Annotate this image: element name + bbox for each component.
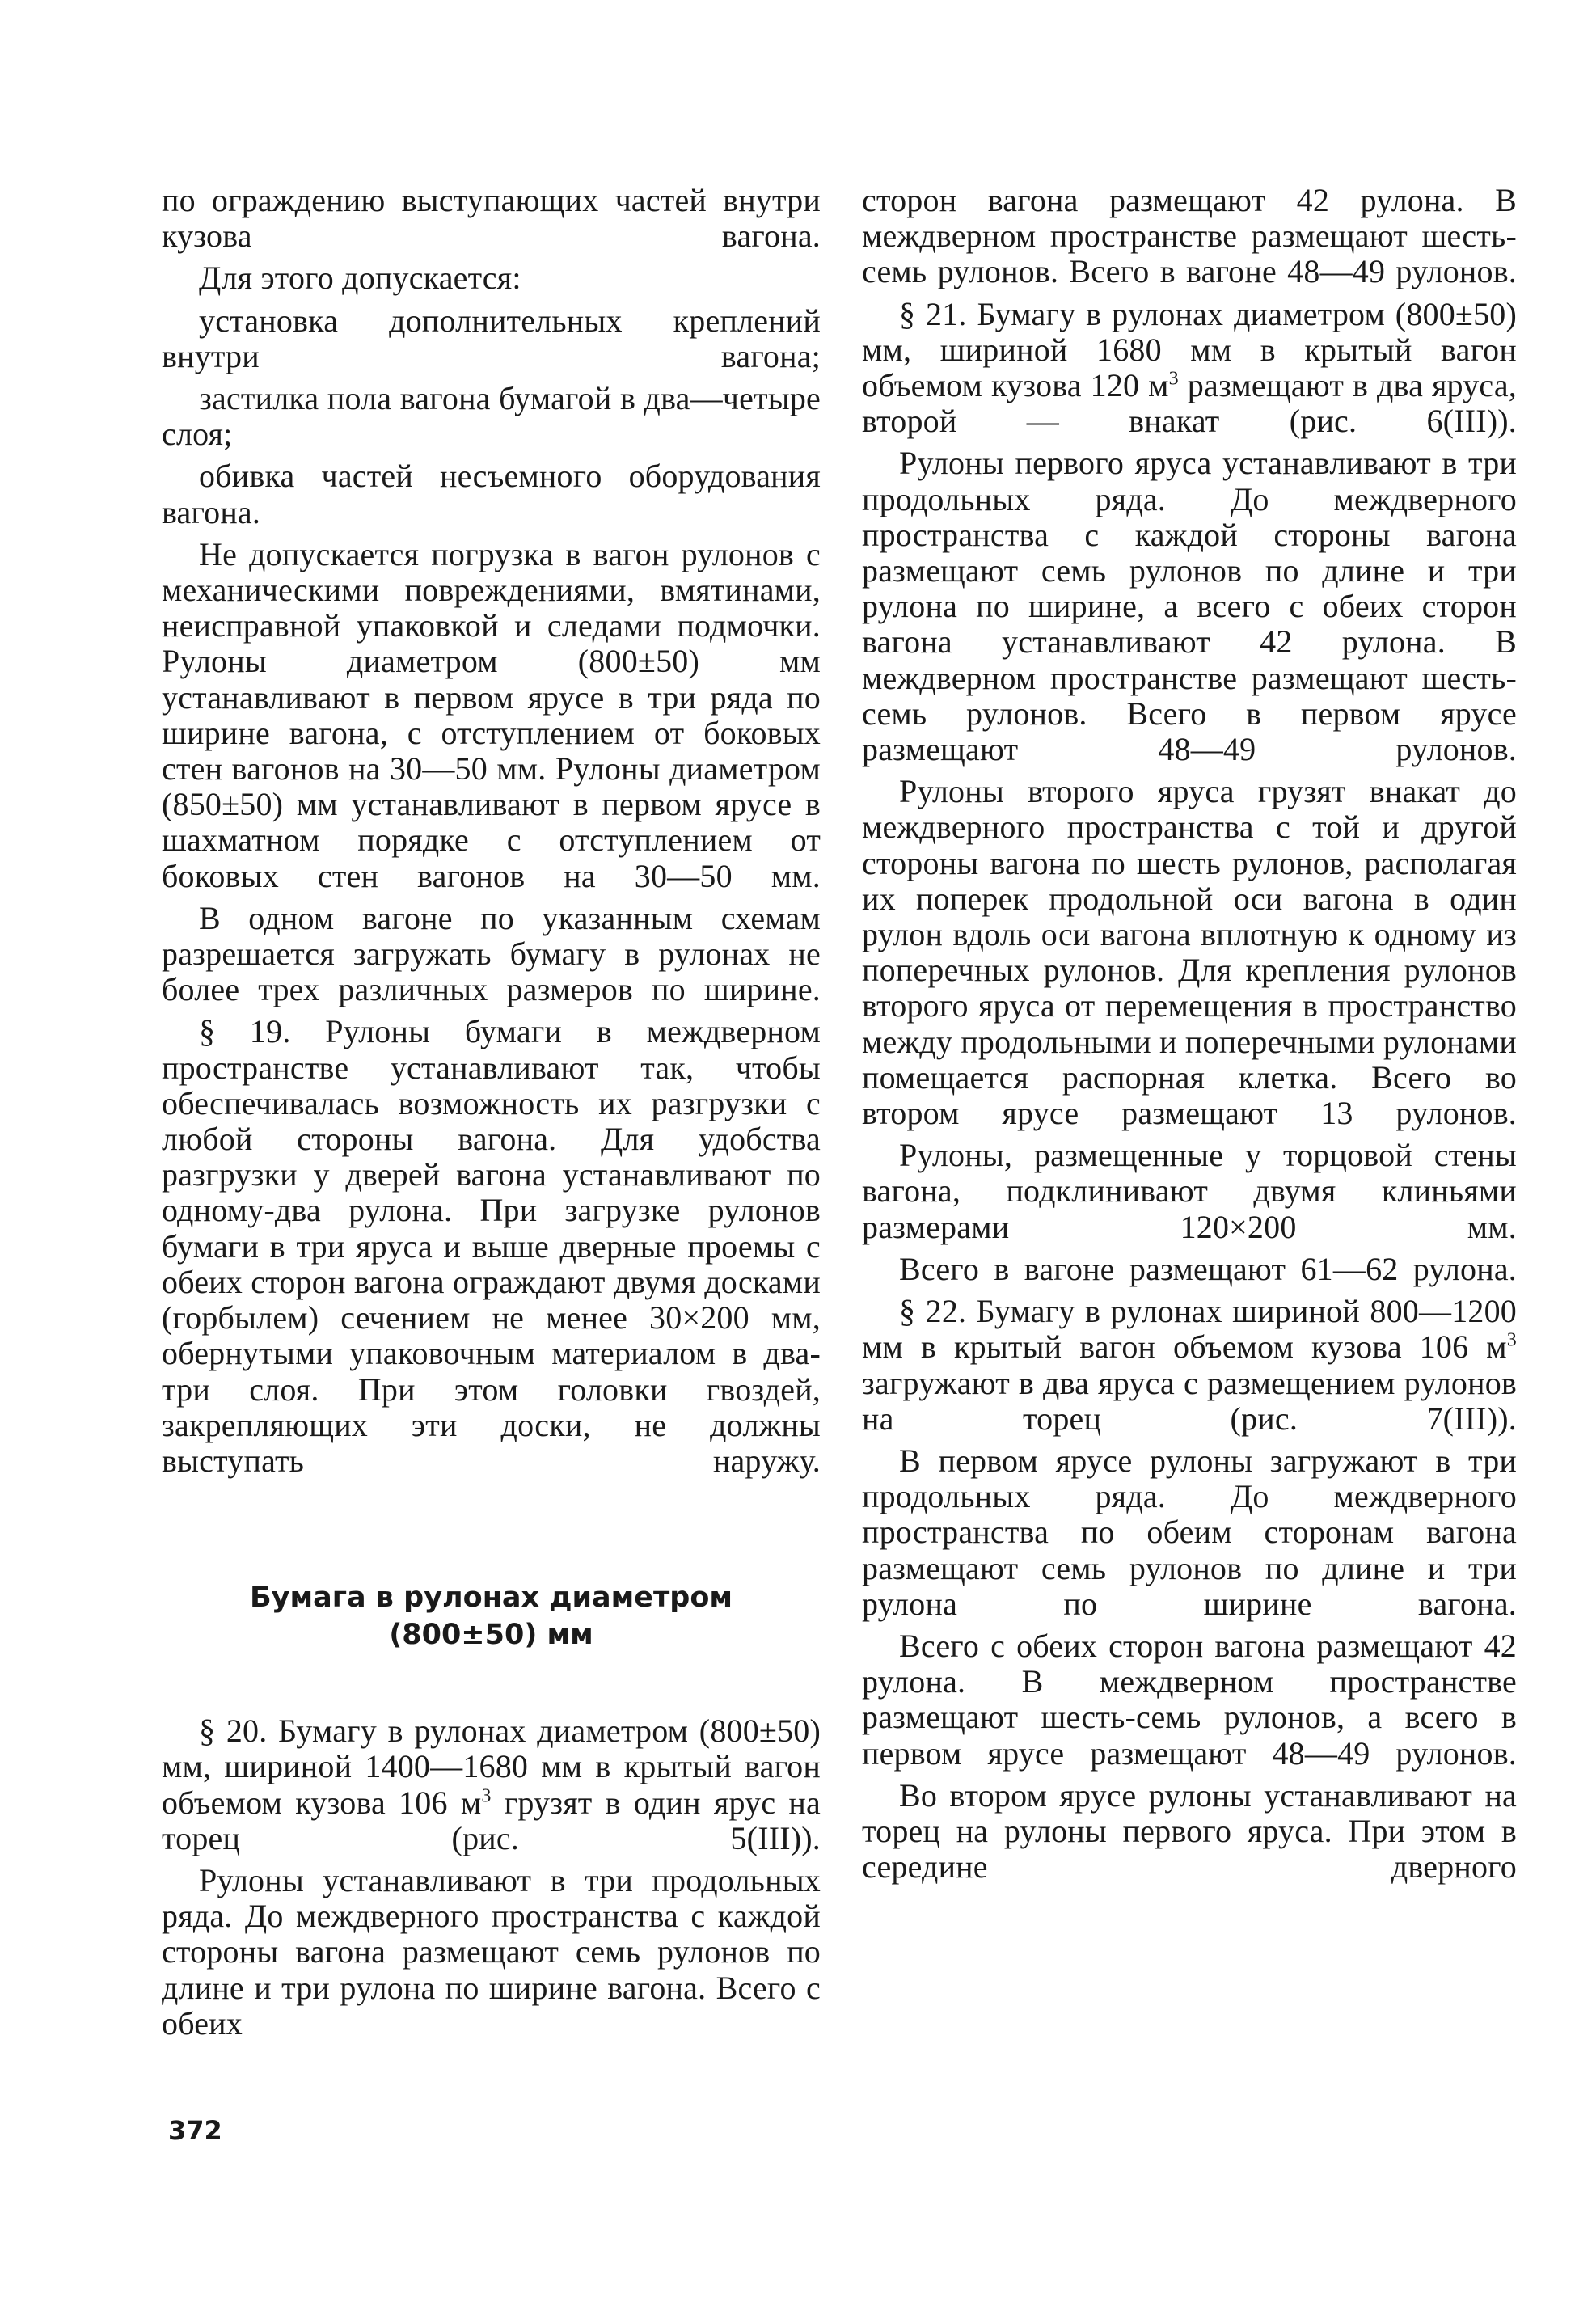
text-run: загружают в два яруса с размещением рулонов на торец (рис. 7(III)). bbox=[862, 1364, 1517, 1437]
text-run: грузят в один ярус на торец (рис. 5(III)). bbox=[162, 1784, 821, 1856]
section-heading-line: Бумага в рулонах диаметром bbox=[250, 1582, 733, 1615]
superscript: 3 bbox=[481, 1785, 492, 1807]
paragraph-section-19: § 19. Рулоны бумаги в междверном пространстве устанавливают так, чтобы обеспечивалась возможность их разгрузки с любой стороны вагона. Для удобства разгрузки у дверей вагона устанавливают по одному-два рулона. При загрузке рулонов бумаги в три яруса и выше дверные проемы с обеих сторон вагона ограждают двумя досками (горбылем) сечением не менее 30×200 мм, обернутыми упаковочным материалом в два-три слоя. При этом головки гвоздей, закрепляющих эти доски, не должны выступать наружу. bbox=[162, 1013, 821, 1479]
paragraph-section-22 bbox=[862, 1294, 1517, 1437]
paragraph-section-21 bbox=[862, 297, 1517, 440]
paragraph: Рулоны, размещенные у торцовой стены вагона, подклинивают двумя клиньями размерами 120×200 мм. bbox=[862, 1137, 1517, 1245]
text-run: § 21. Бумагу в рулонах диаметром (800±50) мм, шириной 1680 мм в крытый вагон объемом кузова 120 м bbox=[862, 295, 1517, 404]
paragraph: Всего с обеих сторон вагона размещают 42 рулона. В междверном пространстве размещают шесть-семь рулонов, а всего в первом ярусе размещают 48—49 рулонов. bbox=[862, 1627, 1517, 1772]
paragraph: обивка частей несъемного оборудования вагона. bbox=[162, 458, 821, 530]
right-column bbox=[862, 183, 1517, 1891]
paragraph: Для этого допускается: bbox=[199, 260, 521, 297]
text-run: § 20. Бумагу в рулонах диаметром (800±50) мм, шириной 1400—1680 мм в крытый вагон объемом кузова 106 м bbox=[162, 1712, 821, 1821]
section-heading-line: (800±50) мм bbox=[389, 1619, 593, 1652]
paragraph: сторон вагона размещают 42 рулона. В междверном пространстве размещают шесть-семь рулонов. Всего в вагоне 48—49 рулонов. bbox=[862, 182, 1517, 290]
paragraph: В первом ярусе рулоны загружают в три продольных ряда. До междверного пространства по обеим сторонам вагона размещают семь рулонов по длине и три рулона по ширине вагона. bbox=[862, 1442, 1517, 1622]
paragraph: Рулоны устанавливают в три продольных ряда. До междверного пространства с каждой стороны вагона размещают семь рулонов по длине и три рулона по ширине вагона. Всего с обеих bbox=[162, 1861, 821, 2042]
paragraph: Рулоны первого яруса устанавливают в три продольных ряда. До междверного пространства с каждой стороны вагона размещают семь рулонов по длине и три рулона по ширине, а всего с обеих сторон вагона устанавливают 42 рулона. В междверном пространстве размещают шесть-семь рулонов. Всего в первом ярусе размещают 48—49 рулонов. bbox=[862, 445, 1517, 768]
paragraph: Рулоны второго яруса грузят внакат до междверного пространства с той и другой стороны вагона по шесть рулонов, располагая их поперек продольной оси вагона в один рулон вдоль оси вагона вплотную к одному из поперечных рулонов. Для крепления рулонов второго яруса от перемещения в пространство между продольными и поперечными рулонами помещается распорная клетка. Всего во втором ярусе размещают 13 рулонов. bbox=[862, 773, 1517, 1132]
paragraph: по ограждению выступающих частей внутри кузова вагона. bbox=[162, 182, 821, 255]
superscript: 3 bbox=[1168, 368, 1179, 390]
paragraph-section-20 bbox=[162, 1713, 821, 1856]
page-number: 372 bbox=[168, 2115, 222, 2146]
paragraph: застилка пола вагона бумагой в два—четыре слоя; bbox=[162, 380, 821, 453]
paragraph: В одном вагоне по указанным схемам разрешается загружать бумагу в рулонах не более трех различных размеров по ширине. bbox=[162, 899, 821, 1008]
paragraph: установка дополнительных креплений внутри вагона; bbox=[162, 302, 821, 374]
text-run: § 22. Бумагу в рулонах шириной 800—1200 мм в крытый вагон объемом кузова 106 м bbox=[862, 1293, 1517, 1366]
paragraph: Во втором ярусе рулоны устанавливают на торец на рулоны первого яруса. При этом в середине дверного bbox=[862, 1776, 1517, 1886]
superscript: 3 bbox=[1506, 1329, 1517, 1351]
paragraph: Не допускается погрузка в вагон рулонов с механическими повреждениями, вмятинами, неисправной упаковкой и следами подмочки. Рулоны диаметром (800±50) мм устанавливают в первом ярусе в три ряда по ширине вагона, с отступлением от боковых стен вагонов на 30—50 мм. Рулоны диаметром (850±50) мм устанавливают в первом ярусе в шахматном порядке с отступлением от боковых стен вагонов на 30—50 мм. bbox=[162, 535, 821, 894]
section-heading bbox=[162, 1579, 821, 1653]
text-run: размещают в два яруса, второй — внакат (рис. 6(III)). bbox=[862, 367, 1518, 440]
paragraph: Всего в вагоне размещают 61—62 рулона. bbox=[899, 1250, 1517, 1287]
left-column bbox=[162, 183, 821, 2048]
